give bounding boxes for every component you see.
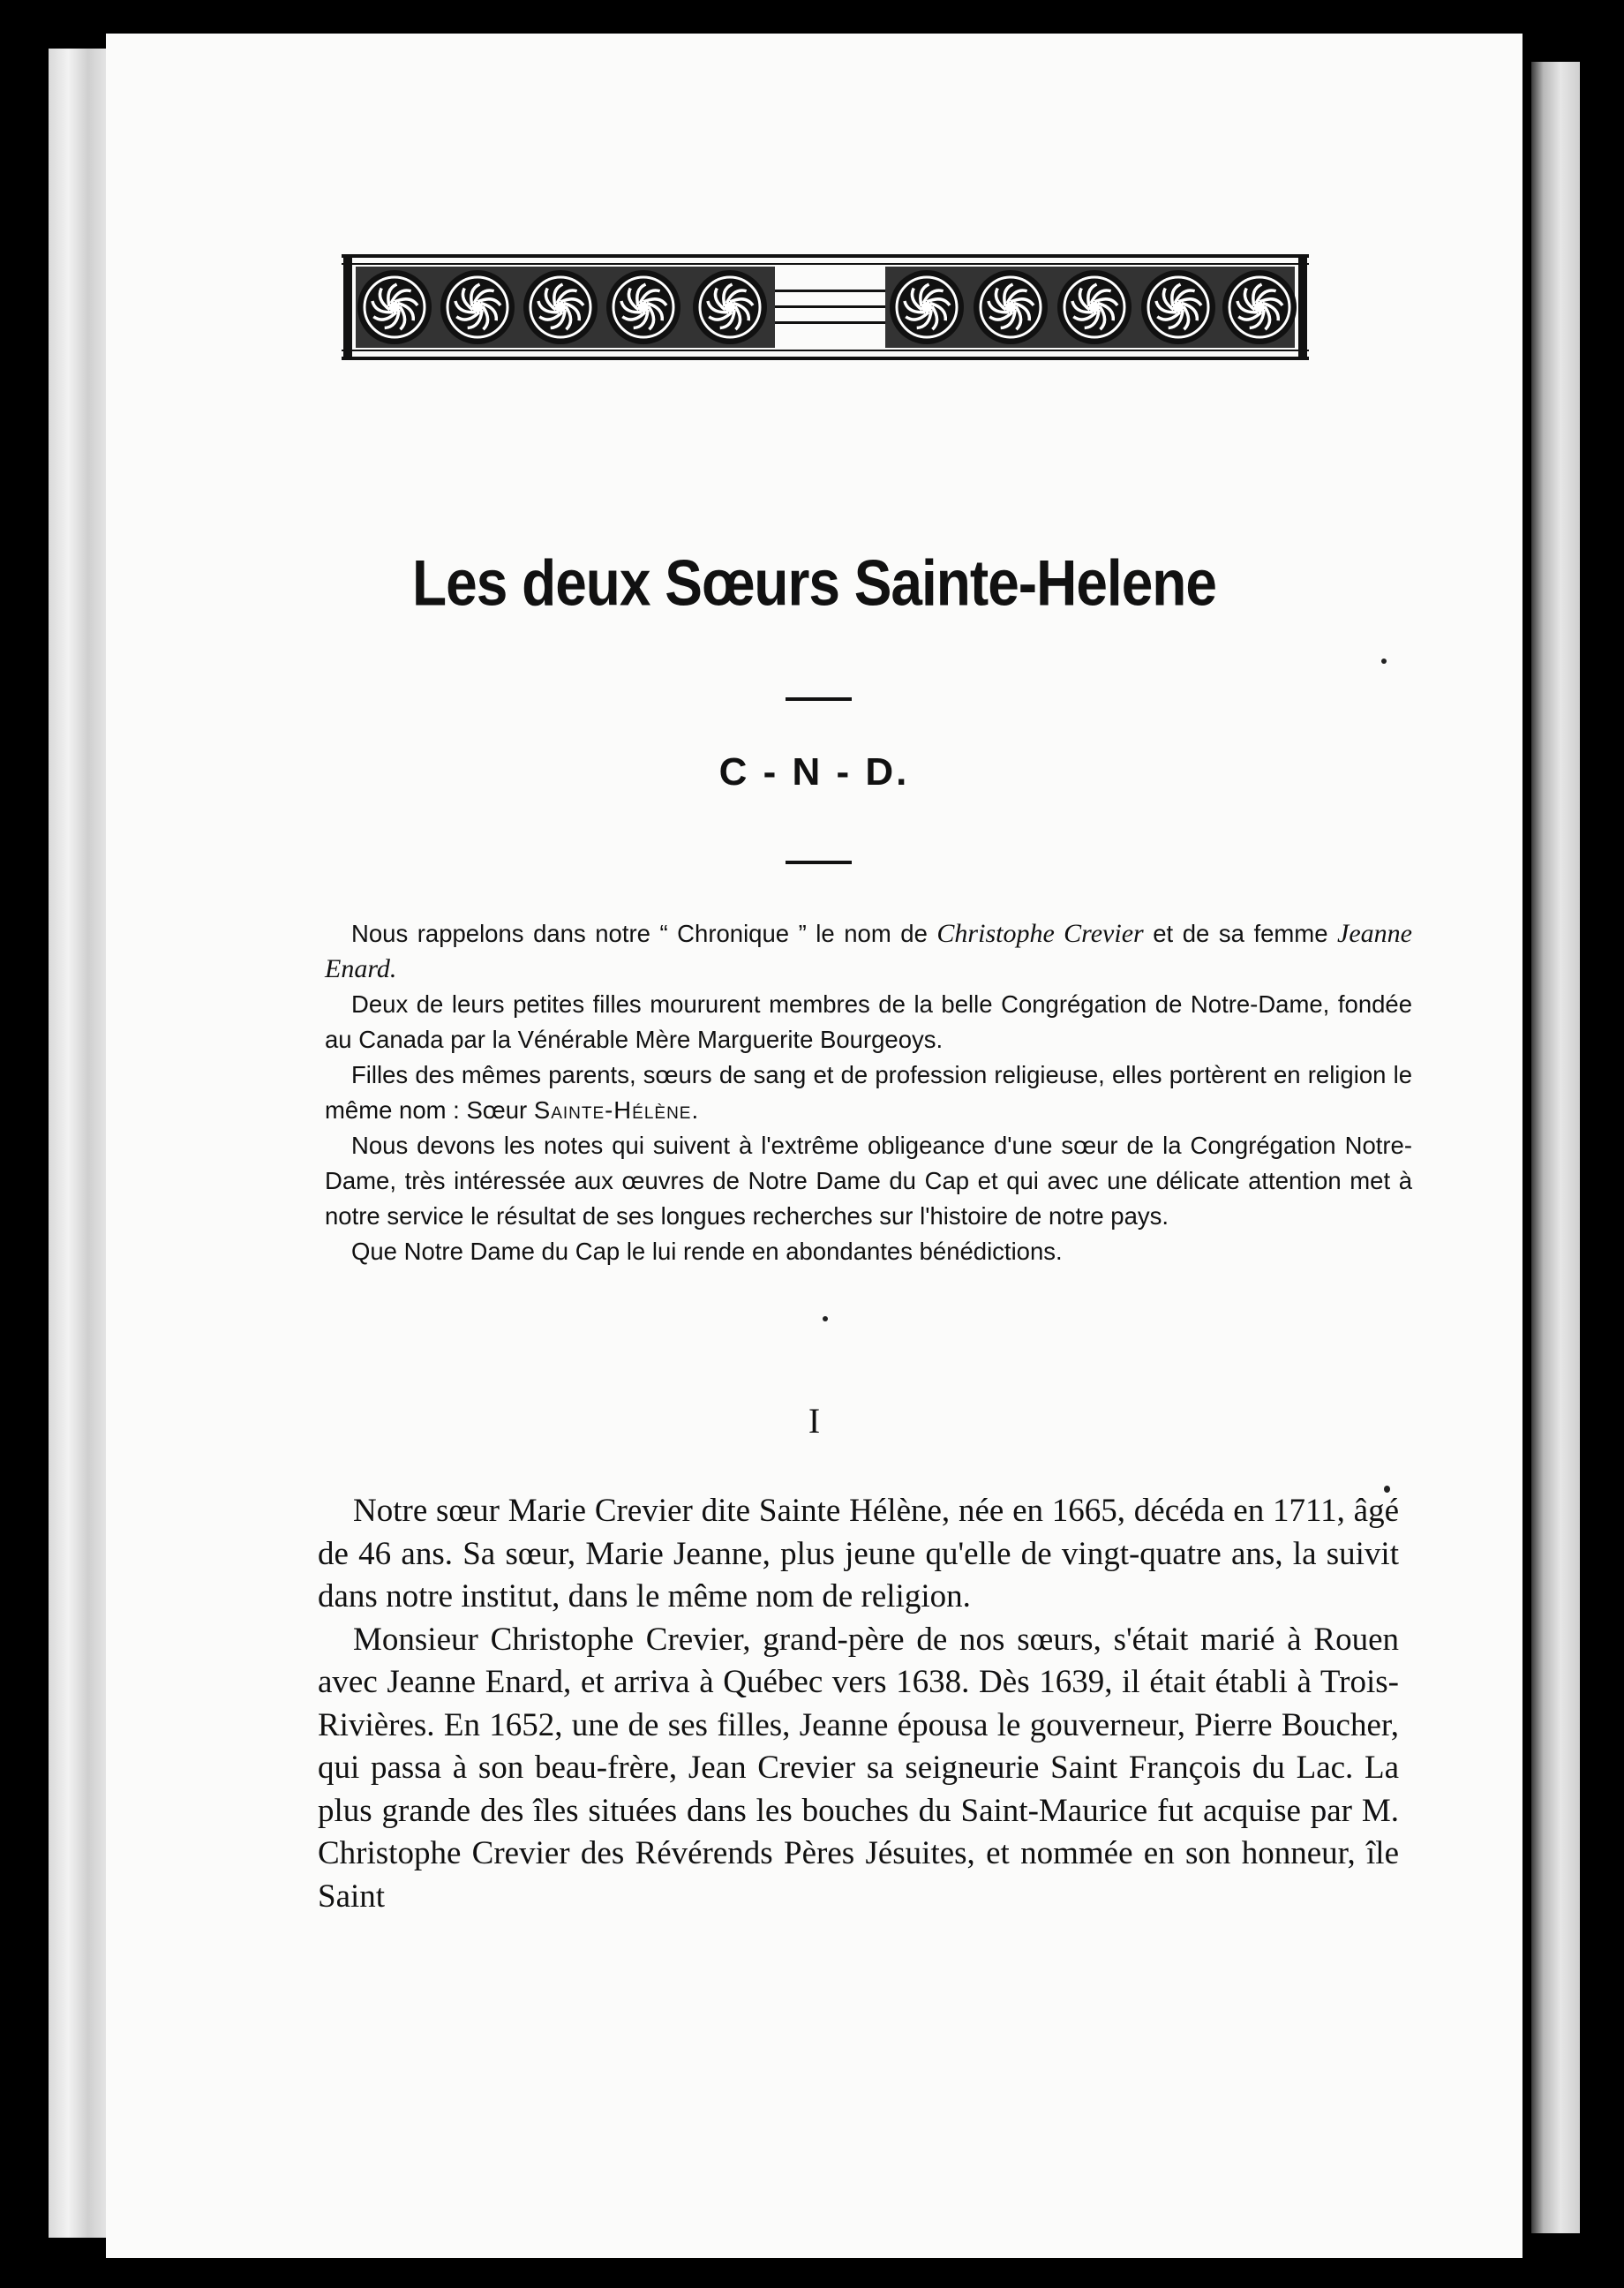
book-page-stack	[49, 49, 115, 2238]
ink-speck	[1381, 659, 1387, 664]
decorative-header-ornament	[340, 237, 1311, 382]
intro-paragraph	[325, 1128, 1412, 1234]
section-number: I	[808, 1401, 821, 1441]
intro-text-run: Filles des mêmes parents, sœurs de sang et de profession religieuse, elles portèrent en religion le même nom : Sœur	[325, 1061, 1412, 1124]
facing-page-edge	[1531, 62, 1580, 2233]
intro-text-run: et de sa femme	[1143, 920, 1338, 947]
page-subtitle: C - N - D.	[718, 750, 910, 794]
intro-text-run: Que Notre Dame du Cap le lui rende en abondantes bénédictions.	[351, 1238, 1063, 1265]
title-divider-top	[786, 697, 852, 701]
intro-text-run: Sainte-Hélène.	[533, 1096, 700, 1124]
intro-text-run: Deux de leurs petites filles moururent membres de la belle Congrégation de Notre-Dame, fondée au Canada par la Vénérable Mère Marguerite Bourgeoys.	[325, 990, 1412, 1053]
book-page	[106, 34, 1522, 2258]
intro-paragraph	[325, 1234, 1412, 1269]
intro-text-run: Nous rappelons dans notre “ Chronique ” le nom de	[351, 920, 937, 947]
ink-speck	[1384, 1486, 1390, 1493]
intro-text-run: Christophe Crevier	[936, 919, 1144, 948]
intro-paragraph	[325, 916, 1412, 987]
ink-speck	[823, 1316, 828, 1321]
intro-note	[325, 916, 1412, 1269]
title-divider-bottom	[786, 861, 852, 864]
intro-paragraph	[325, 1057, 1412, 1128]
intro-text-run: Jeanne Enard.	[325, 919, 1412, 983]
intro-text-run: Nous devons les notes qui suivent à l'extrême obligeance d'une sœur de la Congrégation Notre-Dame, très intéressée aux œuvres de Notre Dame du Cap et qui avec une délicate attention met à notre service le résultat de ses longues recherches sur l'histoire de notre pays.	[325, 1132, 1412, 1230]
page-title: Les deux Sœurs Sainte-Helene	[412, 546, 1216, 620]
intro-paragraph	[325, 987, 1412, 1057]
body-paragraph: Notre sœur Marie Crevier dite Sainte Hélène, née en 1665, décéda en 1711, âgé de 46 ans. Sa sœur, Marie Jeanne, plus jeune qu'elle de vingt-quatre ans, la suivit dans notre institut, dans le même nom de religion.	[318, 1493, 1399, 1614]
body-paragraph: Monsieur Christophe Crevier, grand-père de nos sœurs, s'était marié à Rouen avec Jeanne Enard, et arriva à Québec vers 1638. Dès 1639, il était établi à Trois-Rivières. En 1652, une de ses filles, Jeanne épousa le gouverneur, Pierre Boucher, qui passa à son beau-frère, Jean Crevier sa seigneurie Saint François du Lac. La plus grande des îles situées dans les bouches du Saint-Maurice fut acquise par M. Christophe Crevier des Révérends Pères Jésuites, et nommée en son honneur, île Saint	[318, 1621, 1399, 1915]
body-text	[318, 1490, 1399, 1918]
